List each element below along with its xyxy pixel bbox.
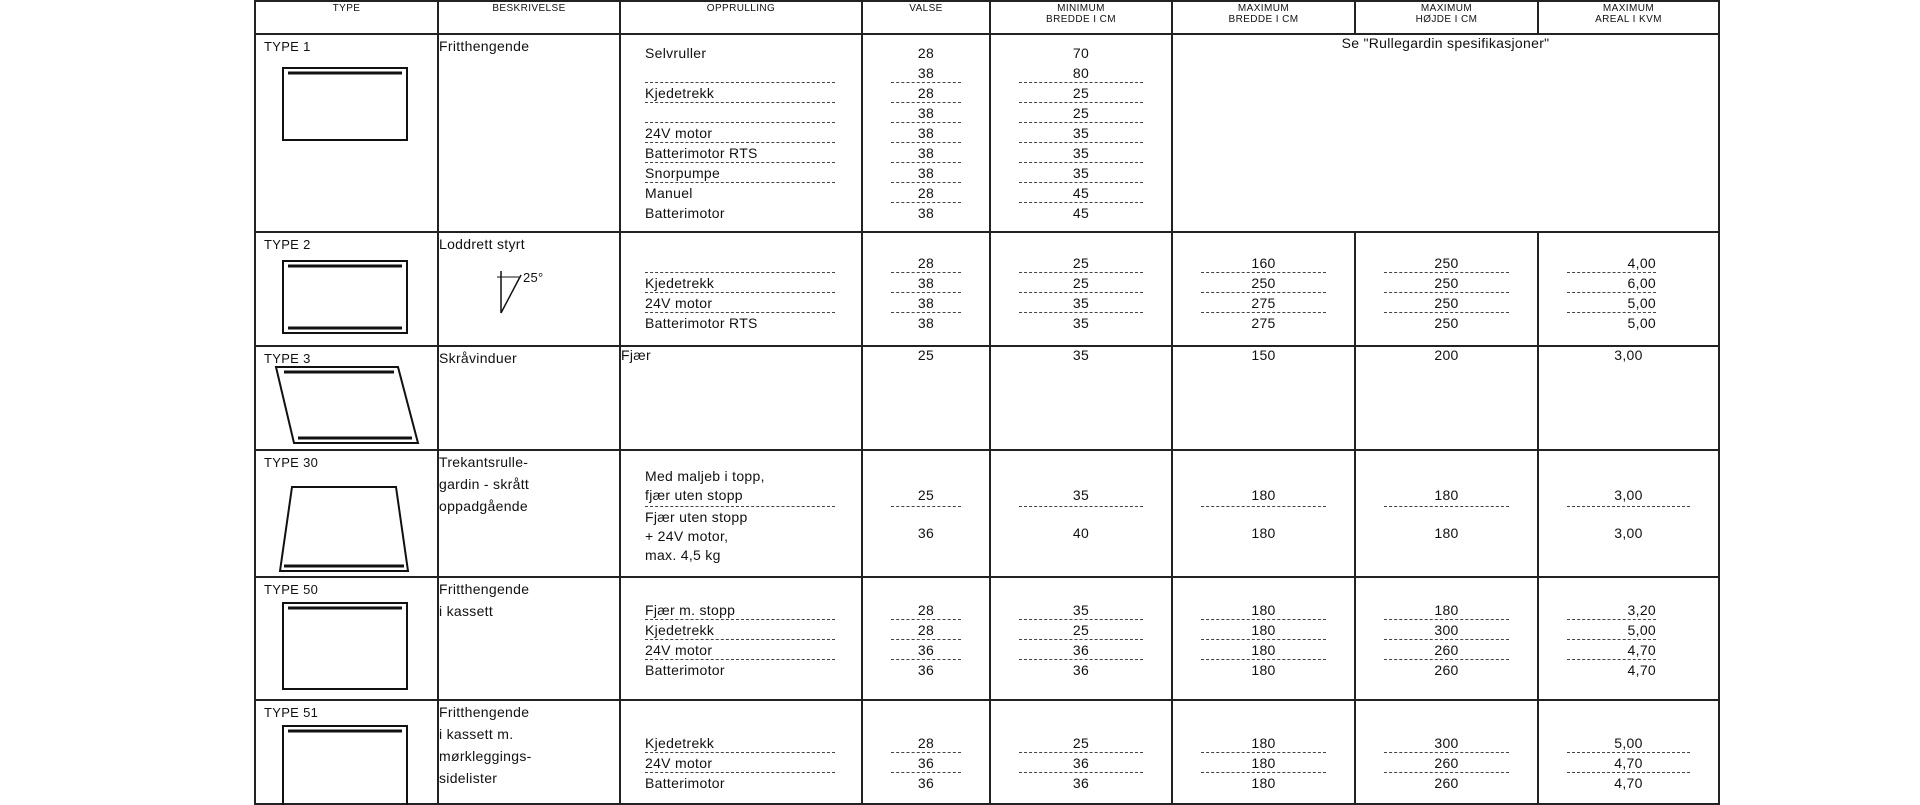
list-item: Batterimotor RTS [645,315,758,331]
spec-table [254,0,1720,805]
list-item: 4,70 [1567,640,1656,660]
header-valse: VALSE [862,1,990,34]
max-areal-cell [1538,232,1719,346]
list-item: Batterimotor [645,205,725,221]
header-max-bredde: MAXIMUM BREDDE I CM [1172,1,1355,34]
description-cell: Fritthengende [438,34,620,232]
window-icon [282,67,412,147]
list-item: 3,00 [1567,485,1690,507]
list-item: 25 [1019,253,1143,273]
type-cell [255,232,438,346]
max-areal-cell: 3,00 [1538,346,1719,450]
list-item: 35 [1019,600,1143,620]
list-item: Manuel [645,185,693,201]
list-item: 35 [1072,315,1090,331]
list-item: 260 [1434,662,1459,678]
list-item: 24V motor [645,753,835,773]
list-item: 38 [891,63,961,83]
description-cell: Loddrett styrt 25° [438,232,620,346]
min-bredde-cell [990,232,1172,346]
list-item: 35 [1019,163,1143,183]
list-item [645,63,835,83]
list-item: 36 [1072,662,1090,678]
description-cell: Skråvinduer [438,346,620,450]
list-item: 260 [1384,753,1509,773]
type-cell [255,700,438,804]
opprulling-cell [620,577,862,700]
list-item: 4,70 [1627,662,1656,678]
description-cell: Fritthengende i kassett [438,577,620,700]
list-item: Kjedetrekk [645,620,835,640]
type-cell [255,34,438,232]
list-item: 4,70 [1567,753,1690,773]
max-hojde-cell [1355,700,1538,804]
list-item: Fjær m. stopp [645,600,835,620]
min-bredde-cell [990,34,1172,232]
list-item: 275 [1251,315,1276,331]
list-item: 3,20 [1567,600,1656,620]
max-hojde-cell [1355,232,1538,346]
list-item: Snorpumpe [645,163,835,183]
table-row [255,346,1719,450]
max-bredde-cell [1172,450,1355,577]
list-item: 24V motor [645,640,835,660]
header-beskrivelse: BESKRIVELSE [438,1,620,34]
header-row [255,1,1719,34]
max-bredde-cell [1172,577,1355,700]
list-item: 28 [891,83,961,103]
valse-cell: 25 [862,346,990,450]
min-bredde-cell: 35 [990,346,1172,450]
list-item: 36 [917,525,935,541]
list-item: 40 [1072,525,1090,541]
trapezoid-window-icon [278,485,418,575]
description-cell: Trekantsrulle- gardin - skrått oppadgående [438,450,620,577]
list-item: 38 [891,123,961,143]
list-item: 80 [1019,63,1143,83]
min-bredde-cell [990,700,1172,804]
header-type: TYPE [255,1,438,34]
list-item: 24V motor [645,293,835,313]
list-item: 25 [1019,620,1143,640]
list-item: 250 [1201,273,1326,293]
list-item [645,103,835,123]
window-icon [282,260,412,340]
list-item: 250 [1384,273,1509,293]
specification-note: Se "Rullegardin spesifikasjoner" [1172,34,1719,232]
list-item: 160 [1201,253,1326,273]
list-item: 180 [1434,525,1459,541]
type-cell [255,450,438,577]
list-item: 28 [891,600,961,620]
opprulling-cell [620,450,862,577]
table-row [255,450,1719,577]
list-item: 180 [1201,753,1326,773]
list-item: 5,00 [1567,293,1656,313]
slanted-window-icon [272,365,422,447]
list-item: 180 [1201,600,1326,620]
list-item: 28 [891,733,961,753]
list-item: 25 [1019,733,1143,753]
type-label: TYPE 2 [264,237,311,252]
valse-cell [862,34,990,232]
list-item: 38 [891,143,961,163]
list-item: 38 [917,315,935,331]
list-item: Kjedetrekk [645,273,835,293]
max-areal-cell [1538,450,1719,577]
list-item: Batterimotor [645,775,725,791]
list-item: 35 [1019,485,1143,507]
max-hojde-cell [1355,577,1538,700]
list-item: 38 [891,103,961,123]
type-label: TYPE 50 [264,582,319,597]
valse-cell [862,577,990,700]
header-max-areal: MAXIMUM AREAL I KVM [1538,1,1719,34]
list-item: 70 [1072,45,1090,61]
list-item: 180 [1201,620,1326,640]
list-item: 260 [1434,775,1459,791]
opprulling-cell: Fjær [620,346,862,450]
list-item: Batterimotor RTS [645,143,835,163]
list-item: 36 [1019,753,1143,773]
table-row [255,577,1719,700]
valse-cell [862,450,990,577]
type-label: TYPE 3 [264,351,311,366]
list-item: 45 [1072,205,1090,221]
list-item: 6,00 [1567,273,1656,293]
list-item: 35 [1019,123,1143,143]
list-item: 250 [1434,315,1459,331]
list-item: 180 [1384,485,1509,507]
list-item: 5,00 [1567,620,1656,640]
list-item: 36 [917,662,935,678]
list-item: 25 [1019,83,1143,103]
list-item: 28 [891,183,961,203]
list-item: 28 [891,620,961,640]
table-row [255,34,1719,232]
min-bredde-cell [990,450,1172,577]
list-item: Med maljeb i topp, fjær uten stopp [645,465,835,507]
list-item: 25 [891,485,961,507]
list-item: 38 [891,163,961,183]
list-item: 180 [1201,733,1326,753]
max-bredde-cell [1172,232,1355,346]
max-bredde-cell [1172,700,1355,804]
list-item [645,253,835,273]
header-min-bredde: MINIMUM BREDDE I CM [990,1,1172,34]
list-item: 28 [891,253,961,273]
type-label: TYPE 1 [264,39,311,54]
max-hojde-cell [1355,450,1538,577]
list-item: 35 [1019,293,1143,313]
list-item: 24V motor [645,123,835,143]
list-item: 25 [1019,103,1143,123]
type-cell [255,577,438,700]
list-item: Batterimotor [645,662,725,678]
angle-label: 25° [523,270,544,285]
list-item: 3,00 [1614,525,1643,541]
list-item: 300 [1384,733,1509,753]
max-areal-cell [1538,577,1719,700]
max-bredde-cell: 150 [1172,346,1355,450]
list-item: 180 [1251,525,1276,541]
list-item: 38 [891,293,961,313]
description-cell: Fritthengende i kassett m. mørkleggings- sidelister [438,700,620,804]
max-areal-cell [1538,700,1719,804]
valse-cell [862,700,990,804]
list-item: 5,00 [1627,315,1656,331]
cassette-window-icon [282,602,412,694]
list-item: 5,00 [1567,733,1690,753]
list-item: 36 [1019,640,1143,660]
list-item: 180 [1384,600,1509,620]
list-item: 300 [1384,620,1509,640]
list-item: 36 [1072,775,1090,791]
list-item: 275 [1201,293,1326,313]
list-item: 180 [1251,662,1276,678]
list-item: 180 [1201,640,1326,660]
opprulling-cell [620,34,862,232]
table-row [255,700,1719,804]
type-label: TYPE 30 [264,455,319,470]
opprulling-cell [620,232,862,346]
valse-cell [862,232,990,346]
list-item: 36 [891,640,961,660]
list-item: 38 [891,273,961,293]
header-max-hojde: MAXIMUM HØJDE I CM [1355,1,1538,34]
list-item: 4,70 [1614,775,1643,791]
max-hojde-cell: 200 [1355,346,1538,450]
list-item: 38 [917,205,935,221]
list-item: 250 [1384,253,1509,273]
opprulling-cell [620,700,862,804]
list-item: 28 [917,45,935,61]
list-item: Fjær uten stopp + 24V motor, max. 4,5 kg [645,509,748,563]
list-item: 260 [1384,640,1509,660]
list-item: 180 [1251,775,1276,791]
type-label: TYPE 51 [264,705,319,720]
list-item: 36 [891,753,961,773]
list-item: 35 [1019,143,1143,163]
min-bredde-cell [990,577,1172,700]
list-item: 250 [1384,293,1509,313]
list-item: 180 [1201,485,1326,507]
list-item: 25 [1019,273,1143,293]
list-item: 36 [917,775,935,791]
table-row [255,232,1719,346]
type-cell [255,346,438,450]
header-opprulling: OPPRULLING [620,1,862,34]
cassette-window-icon [282,725,412,805]
list-item: 4,00 [1567,253,1656,273]
list-item: Selvruller [645,45,707,61]
list-item: 45 [1019,183,1143,203]
list-item: Kjedetrekk [645,83,835,103]
list-item: Kjedetrekk [645,733,835,753]
